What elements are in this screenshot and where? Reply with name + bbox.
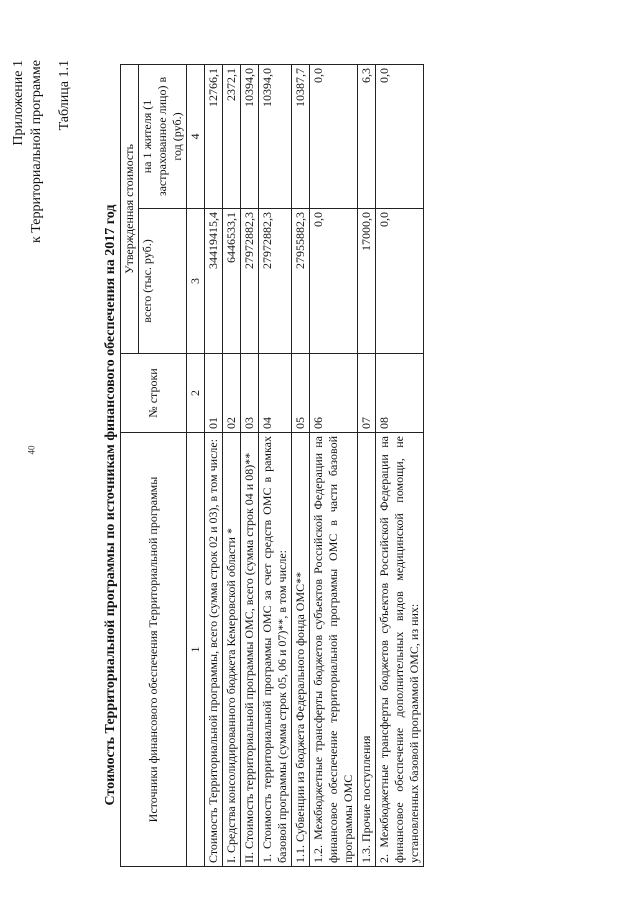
header-approved-cost: Утвержденная стоимость (121, 65, 139, 354)
financing-table (120, 64, 424, 867)
page-number: 40 (26, 445, 37, 455)
header-index-1: 1 (187, 433, 205, 867)
table-row (259, 65, 292, 867)
row-source: 2. Межбюджетные трансферты бюджетов субъектов Российской Федерации на финансовое обеспечение дополнительных видов медицинской помощи, не установленных базовой программой ОМС, из них: (376, 433, 424, 867)
row-total: 27972882,3 (259, 209, 292, 354)
row-source: 1.3. Прочие поступления (358, 433, 376, 867)
row-code: 07 (358, 354, 376, 433)
row-per-capita: 10394,0 (241, 65, 259, 209)
row-code: 04 (259, 354, 292, 433)
row-total: 34419415,4 (205, 209, 223, 354)
table-row (376, 65, 424, 867)
row-total: 17000,0 (358, 209, 376, 354)
row-total: 27955882,3 (292, 209, 310, 354)
row-source: 1.1. Субвенции из бюджета Федерального фонда ОМС** (292, 433, 310, 867)
table-number: Таблица 1.1 (57, 60, 72, 131)
row-code: 06 (310, 354, 358, 433)
row-code: 01 (205, 354, 223, 433)
table-row (292, 65, 310, 867)
header-row-number: № строки (121, 354, 187, 433)
row-code: 03 (241, 354, 259, 433)
row-per-capita: 0,0 (376, 65, 424, 209)
appendix-line-2: к Территориальной программе (29, 60, 44, 244)
appendix-heading (10, 60, 46, 243)
row-per-capita: 10387,7 (292, 65, 310, 209)
header-source: Источники финансового обеспечения Территориальной программы (121, 433, 187, 867)
header-per-capita: на 1 жителя (1 застрахованное лицо) в год (руб.) (139, 65, 187, 209)
row-per-capita: 2372,1 (223, 65, 241, 209)
header-index-2: 2 (187, 354, 205, 433)
row-code: 02 (223, 354, 241, 433)
row-per-capita: 10394,0 (259, 65, 292, 209)
table-row (310, 65, 358, 867)
row-source: Стоимость Территориальной программы, всего (сумма строк 02 и 03), в том числе: (205, 433, 223, 867)
row-source: 1.2. Межбюджетные трансферты бюджетов субъектов Российской Федерации на финансовое обеспечение территориальной программы ОМС в части базовой программы ОМС (310, 433, 358, 867)
row-per-capita: 12766,1 (205, 65, 223, 209)
table-row (241, 65, 259, 867)
row-total: 0,0 (310, 209, 358, 354)
row-total: 0,0 (376, 209, 424, 354)
row-total: 6446533,1 (223, 209, 241, 354)
document-title: Стоимость Территориальной программы по источникам финансового обеспечения на 2017 год (103, 204, 118, 806)
row-per-capita: 0,0 (310, 65, 358, 209)
row-per-capita: 6,3 (358, 65, 376, 209)
header-index-4: 4 (187, 65, 205, 209)
table-row (223, 65, 241, 867)
row-source: 1. Стоимость территориальной программы ОМС за счет средств ОМС в рамках базовой программы (сумма строк 05, 06 и 07)**, в том числе: (259, 433, 292, 867)
row-code: 08 (376, 354, 424, 433)
table-row (358, 65, 376, 867)
header-total: всего (тыс. руб.) (139, 209, 187, 354)
row-source: II. Стоимость территориальной программы ОМС, всего (сумма строк 04 и 08)** (241, 433, 259, 867)
row-source: I. Средства консолидированного бюджета Кемеровской области * (223, 433, 241, 867)
header-index-3: 3 (187, 209, 205, 354)
row-code: 05 (292, 354, 310, 433)
row-total: 27972882,3 (241, 209, 259, 354)
table-row (205, 65, 223, 867)
appendix-line-1: Приложение 1 (11, 60, 26, 146)
